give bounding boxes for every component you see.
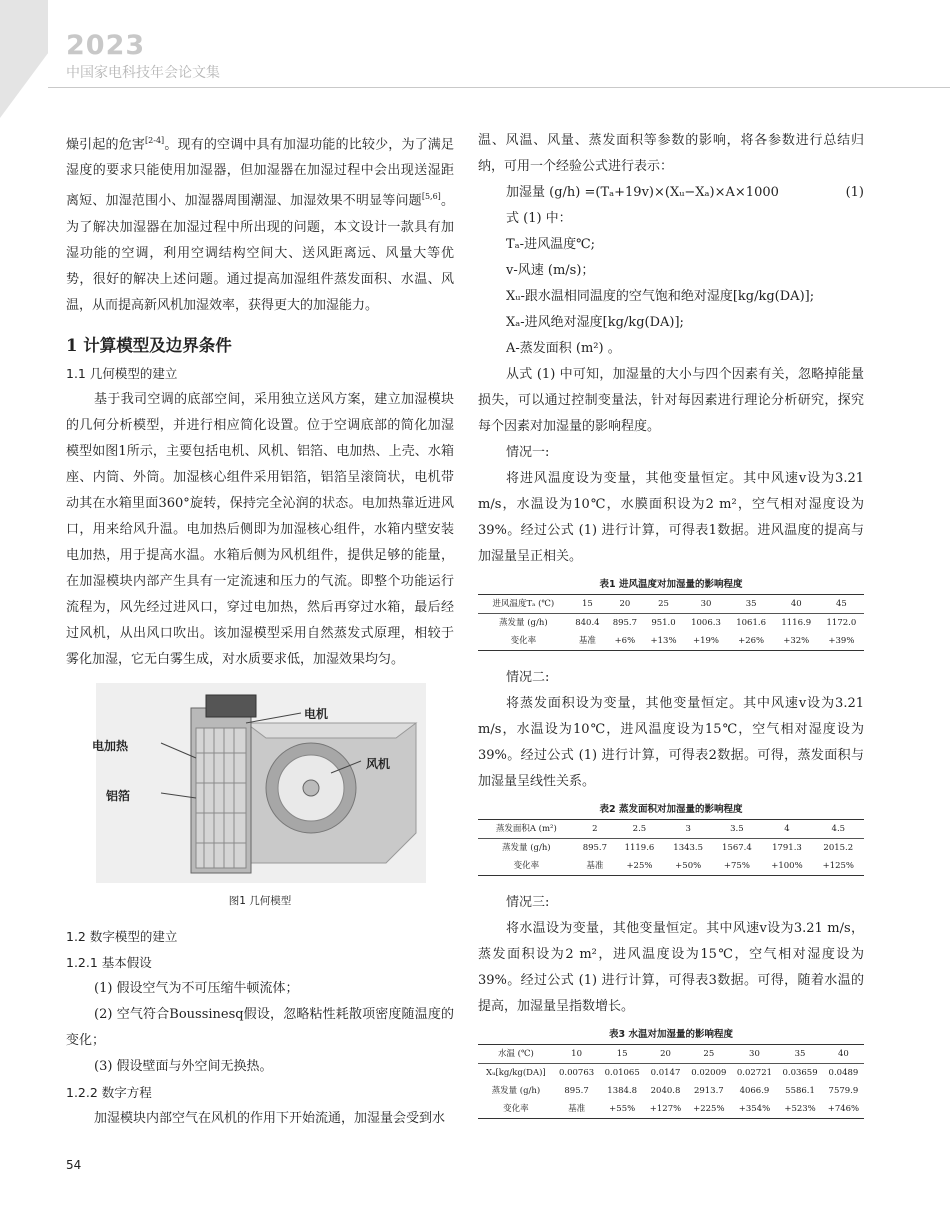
table-cell: +19% — [692, 636, 719, 646]
table-cell: 15 — [599, 1045, 645, 1064]
label-foil: 铝箔 — [106, 788, 131, 803]
table-cell: +746% — [827, 1104, 860, 1114]
section-heading: 1 计算模型及边界条件 — [66, 335, 232, 355]
table-cell: 35 — [777, 1045, 823, 1064]
formula-number: (1) — [845, 185, 864, 200]
table-cell: 1119.6 — [624, 843, 655, 853]
case-3-title: 情况三: — [506, 895, 550, 910]
table-cell: 4.5 — [813, 820, 864, 839]
table-3-caption: 表3 水温对加湿量的影响程度 — [609, 1029, 733, 1040]
geometry-paragraph: 基于我司空调的底部空间，采用独立送风方案，建立加湿模块的几何分析模型，并进行相应简化设置。位于空调底部的简化加湿模型如图1所示，主要包括电机、风机、铝箔、电加热、上壳、水箱座、内筒、外筒。加湿核心组件采用铝箔，铝箔呈滚筒状，电机带动其在水箱里面360°旋转，保持完全沁润的状态。电加热靠近进风口，用来给风升温。电加热后侧即为加湿核心组件，水箱内壁安装电加热，用于提高水温。水箱后侧为风机组件，提供足够的能量，在加湿模块内部产生具有一定流速和压力的气流。即整个功能运行流程为，风先经过进风口，穿过电加热，然后再穿过水箱，最后经过风机，从出风口吹出。该加湿模型采用自然蒸发式原理，相较于雾化加湿，它无白雾生成，对水质要求低，加湿效果均匀。 — [66, 391, 454, 667]
formula-expression: 加湿量 (g/h) =(Tₐ+19v)×(Xᵤ−Xₐ)×A×1000 — [506, 185, 779, 200]
table-cell: 895.7 — [612, 618, 638, 628]
citation: [5,6] — [421, 192, 441, 202]
table-cell: 30 — [732, 1045, 778, 1064]
table-cell: +13% — [650, 636, 677, 646]
header-series: 中国家电科技年会论文集 — [66, 65, 220, 81]
table-cell: 25 — [644, 595, 684, 614]
table-cell: 0.00763 — [558, 1068, 595, 1078]
table-cell: 2 — [575, 820, 615, 839]
case-3-text: 将水温设为变量，其他变量恒定。其中风速v设为3.21 m/s，蒸发面积设为2 m²，进风温度设为15℃，空气相对湿度设为39%。经过公式 (1) 进行计算，可得表3数据。可得，随着水温的提高，加湿量呈指数增长。 — [478, 921, 864, 1014]
table-cell: 7579.9 — [828, 1086, 859, 1096]
table-cell: 30 — [683, 595, 728, 614]
subsection-heading: 1.2 数字模型的建立 — [66, 928, 178, 944]
subsubsection-heading: 1.2.2 数字方程 — [66, 1084, 152, 1100]
figure-caption: 图1 几何模型 — [228, 894, 292, 907]
table-cell: 蒸发量 (g/h) — [499, 618, 548, 628]
table-cell: +50% — [675, 861, 702, 871]
table-cell: 1567.4 — [722, 843, 752, 853]
table-cell: +225% — [693, 1104, 725, 1114]
table-cell: 蒸发面积A (m²) — [478, 820, 575, 839]
table-cell: +25% — [626, 861, 653, 871]
analysis-paragraph: 从式 (1) 中可知，加湿量的大小与四个因素有关，忽略掉能量损失，可以通过控制变量法，针对每因素进行理论分析研究，探究每个因素对加湿量的影响程度。 — [478, 367, 864, 434]
table-cell: 蒸发量 (g/h) — [491, 1086, 541, 1096]
table-cell: 水温 (℃) — [478, 1045, 554, 1064]
table-cell: 20 — [645, 1045, 686, 1064]
table-cell: 变化率 — [503, 1104, 529, 1114]
table-cell: +354% — [738, 1104, 771, 1114]
continuation-paragraph: 温、风温、风量、蒸发面积等参数的影响，将各参数进行总结归纳，可用一个经验公式进行表示： — [478, 133, 864, 174]
table-cell: 1172.0 — [826, 618, 857, 628]
table-cell: 951.0 — [651, 618, 676, 628]
table-cell: 4 — [761, 820, 812, 839]
table-cell: +127% — [649, 1104, 682, 1114]
label-heater: 电加热 — [92, 738, 129, 753]
table-1-caption: 表1 进风温度对加湿量的影响程度 — [599, 579, 743, 590]
subsection-heading: 1.1 几何模型的建立 — [66, 365, 178, 381]
table-cell: 0.0489 — [828, 1068, 859, 1078]
table-cell: 1791.3 — [772, 843, 802, 853]
table-cell: 5586.1 — [785, 1086, 815, 1096]
table-cell: +100% — [771, 861, 803, 871]
figure-geometric-model — [92, 683, 426, 883]
variable-definition: A-蒸发面积 (m²) 。 — [506, 341, 621, 356]
table-cell: 35 — [729, 595, 774, 614]
table-cell: 3 — [664, 820, 713, 839]
table-cell: 0.03659 — [782, 1068, 818, 1078]
table-cell: 基准 — [568, 1104, 586, 1114]
table-cell: +6% — [614, 636, 636, 646]
table-3 — [478, 1044, 864, 1119]
table-cell: 0.01065 — [604, 1068, 640, 1078]
table-cell: 40 — [774, 595, 819, 614]
case-2-text: 将蒸发面积设为变量，其他变量恒定。其中风速v设为3.21 m/s，水温设为10℃，进风温度设为15℃，空气相对湿度设为39%。经过公式 (1) 进行计算，可得表2数据。可得，蒸发面积与加湿量呈线性关系。 — [478, 696, 864, 789]
table-cell: 2040.8 — [650, 1086, 681, 1096]
right-column — [478, 128, 864, 1133]
table-cell: 20 — [606, 595, 643, 614]
variable-definition: Xᵤ-跟水温相同温度的空气饱和绝对湿度[kg/kg(DA)]; — [506, 289, 815, 304]
table-cell: 基准 — [586, 861, 604, 871]
table-1 — [478, 594, 864, 651]
table-2-caption: 表2 蒸发面积对加湿量的影响程度 — [599, 804, 743, 815]
page-number: 54 — [66, 1158, 82, 1172]
case-2-title: 情况二: — [506, 670, 550, 685]
table-cell: +32% — [783, 636, 810, 646]
table-cell: 2015.2 — [823, 843, 854, 853]
left-column — [66, 128, 454, 1132]
table-cell: +55% — [609, 1104, 636, 1114]
table-cell: 变化率 — [510, 636, 537, 646]
formula-where: 式 (1) 中： — [506, 211, 572, 226]
table-cell: 40 — [823, 1045, 864, 1064]
table-cell: 895.7 — [582, 843, 608, 853]
table-cell: 840.4 — [575, 618, 600, 628]
table-cell: +39% — [828, 636, 855, 646]
table-cell: 1116.9 — [781, 618, 812, 628]
table-cell: 蒸发量 (g/h) — [502, 843, 551, 853]
label-fan: 风机 — [366, 756, 391, 771]
table-cell: 4066.9 — [739, 1086, 770, 1096]
label-motor: 电机 — [304, 706, 329, 721]
table-cell: 0.02721 — [736, 1068, 773, 1078]
assumption-3: (3) 假设壁面与外空间无换热。 — [94, 1058, 273, 1074]
table-cell: 0.0147 — [650, 1068, 681, 1078]
table-cell: +75% — [723, 861, 750, 871]
table-cell: 10 — [554, 1045, 600, 1064]
table-cell: +26% — [738, 636, 765, 646]
table-cell: 进风温度Tₐ (℃) — [478, 595, 569, 614]
header-divider — [48, 87, 950, 88]
citation: [2-4] — [145, 136, 165, 145]
table-cell: +125% — [822, 861, 855, 871]
table-cell: 15 — [569, 595, 606, 614]
table-cell: 45 — [819, 595, 864, 614]
subsubsection-heading: 1.2.1 基本假设 — [66, 954, 152, 970]
table-cell: 1343.5 — [673, 843, 704, 853]
variable-definition: v-风速 (m/s)； — [506, 263, 595, 278]
table-cell: Xᵤ[kg/kg(DA)] — [486, 1068, 546, 1078]
table-cell: 2913.7 — [693, 1086, 724, 1096]
table-cell: 2.5 — [615, 820, 664, 839]
table-2 — [478, 819, 864, 876]
table-cell: 变化率 — [513, 861, 540, 871]
page-corner-decoration — [0, 0, 48, 118]
formula-1 — [478, 180, 864, 206]
case-1-text: 将进风温度设为变量，其他变量恒定。其中风速v设为3.21 m/s，水温设为10℃，水膜面积设为2 m²，空气相对湿度设为39%。经过公式 (1) 进行计算，可得表1数据。进风温度的提高与加湿量呈正相关。 — [478, 471, 864, 564]
assumption-1: (1) 假设空气为不可压缩牛顿流体； — [94, 980, 299, 996]
variable-definition: Tₐ-进风温度℃; — [506, 237, 596, 252]
table-cell: 25 — [686, 1045, 732, 1064]
table-cell: 1061.6 — [736, 618, 766, 628]
intro-paragraph: 燥引起的危害[2-4]。现有的空调中具有加湿功能的比较少，为了满足湿度的要求只能使用加湿器，但加湿器在加湿过程中会出现送湿距离短、加湿范围小、加湿器周围潮湿、加湿效果不明显等问题[5,6]。为了解决加湿器在加湿过程中所出现的问题，本文设计一款具有加湿功能的空调，利用空调结构空间大、送风距离远、风量大等优势，很好的解决上述问题。通过提高加湿组件蒸发面积、水温、风温，从而提高新风机加湿效率，获得更大的加湿能力。 — [66, 136, 454, 313]
table-cell: 3.5 — [713, 820, 762, 839]
table-cell: 1384.8 — [607, 1086, 638, 1096]
variable-definition: Xₐ-进风绝对湿度[kg/kg(DA)]; — [506, 315, 684, 330]
table-cell: 895.7 — [564, 1086, 589, 1096]
case-1-title: 情况一: — [506, 445, 550, 460]
table-cell: 基准 — [578, 636, 596, 646]
equation-intro-paragraph: 加湿模块内部空气在风机的作用下开始流通，加湿量会受到水 — [94, 1110, 446, 1126]
header-year: 2023 — [66, 30, 146, 61]
table-cell: 1006.3 — [691, 618, 721, 628]
table-cell: +523% — [784, 1104, 816, 1114]
table-cell: 0.02009 — [691, 1068, 727, 1078]
assumption-2: (2) 空气符合Boussinesq假设，忽略粘性耗散项密度随温度的变化； — [66, 1006, 454, 1048]
